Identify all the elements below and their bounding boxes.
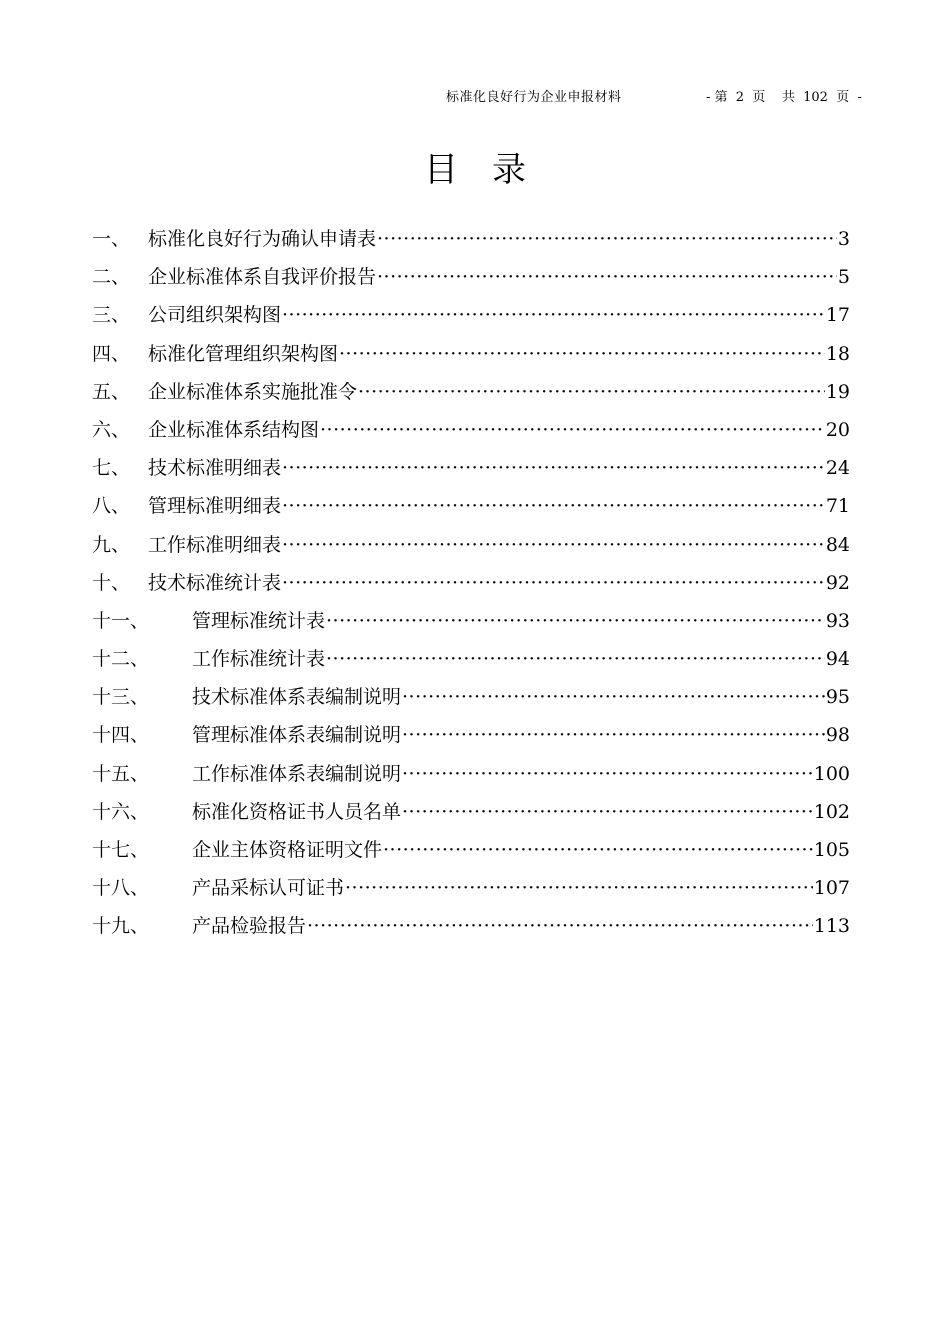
toc-item-title: 产品检验报告 (192, 915, 307, 938)
toc-leader-dots (383, 833, 813, 867)
toc-item-page: 71 (825, 495, 850, 518)
toc-leader-dots (377, 222, 837, 256)
toc-item-number: 十四、 (92, 724, 150, 747)
toc-item-title: 工作标准体系表编制说明 (192, 762, 402, 785)
toc-item-page: 84 (825, 533, 850, 556)
toc-leader-dots (402, 757, 813, 791)
toc-item-line (148, 451, 850, 485)
toc-leader-dots (282, 566, 825, 600)
toc-item[interactable] (92, 260, 850, 298)
toc-item-line (148, 337, 850, 371)
toc-item-line (192, 795, 850, 829)
toc-item-number: 二、 (92, 266, 131, 289)
toc-leader-dots (282, 298, 825, 332)
toc-item-title: 产品采标认可证书 (192, 877, 345, 900)
toc-item-number: 一、 (92, 228, 131, 250)
toc-item-title: 管理标准统计表 (192, 609, 326, 632)
toc-item-number: 五、 (92, 380, 131, 403)
toc-item[interactable] (92, 909, 850, 947)
toc-item-line (192, 757, 850, 791)
toc-item-page: 17 (825, 304, 850, 327)
toc-item-title: 工作标准统计表 (192, 648, 326, 671)
toc-item[interactable] (92, 871, 850, 909)
toc-item-number: 七、 (92, 457, 131, 480)
toc-item[interactable] (92, 222, 850, 260)
toc-item-page: 102 (813, 800, 850, 823)
toc-item-page: 113 (813, 915, 850, 938)
toc-item-number: 十六、 (92, 800, 150, 823)
toc-item-number: 十二、 (92, 648, 150, 671)
toc-item[interactable] (92, 413, 850, 451)
toc-item-page: 107 (813, 877, 850, 900)
toc-item-page: 93 (825, 609, 850, 632)
toc-item[interactable] (92, 298, 850, 336)
toc-leader-dots (402, 680, 825, 714)
toc-item[interactable] (92, 718, 850, 756)
toc-leader-dots (402, 795, 813, 829)
toc-item-title: 管理标准明细表 (148, 495, 282, 518)
toc-item-title: 技术标准体系表编制说明 (192, 686, 402, 709)
toc-item-title: 标准化资格证书人员名单 (192, 800, 402, 823)
toc-item-page: 5 (837, 266, 850, 289)
toc-item-number: 十三、 (92, 686, 150, 709)
toc-item-title: 标准化良好行为确认申请表 (148, 228, 377, 250)
toc-item-number: 四、 (92, 342, 131, 365)
header-doc-title: 标准化良好行为企业申报材料 (446, 90, 622, 105)
table-of-contents (92, 222, 850, 948)
toc-item-title: 企业标准体系结构图 (148, 418, 320, 441)
toc-leader-dots (326, 604, 825, 638)
toc-item-page: 94 (825, 648, 850, 671)
toc-leader-dots (358, 375, 825, 409)
toc-leader-dots (282, 451, 825, 485)
toc-item-title: 企业标准体系自我评价报告 (148, 266, 377, 289)
toc-item-line (148, 298, 850, 332)
toc-item-line (192, 909, 850, 943)
toc-item[interactable] (92, 642, 850, 680)
toc-item-title: 企业主体资格证明文件 (192, 839, 383, 861)
toc-item-number: 十一、 (92, 609, 150, 632)
toc-item-page: 98 (825, 724, 850, 747)
toc-item-number: 十七、 (92, 839, 150, 861)
toc-item[interactable] (92, 528, 850, 566)
toc-item[interactable] (92, 833, 850, 871)
toc-item-page: 19 (825, 380, 850, 403)
toc-title: 目录 (424, 150, 560, 190)
toc-leader-dots (282, 528, 825, 562)
toc-item[interactable] (92, 795, 850, 833)
toc-item-page: 105 (813, 839, 850, 861)
toc-item-line (192, 642, 850, 676)
toc-leader-dots (345, 871, 813, 905)
toc-item-line (148, 489, 850, 523)
toc-item-page: 100 (813, 762, 850, 785)
toc-item-line (192, 871, 850, 905)
toc-item[interactable] (92, 375, 850, 413)
toc-item[interactable] (92, 489, 850, 527)
toc-item-line (148, 566, 850, 600)
toc-item-page: 95 (825, 686, 850, 709)
toc-leader-dots (282, 489, 825, 523)
toc-item-title: 管理标准体系表编制说明 (192, 724, 402, 747)
toc-item-page: 24 (825, 457, 850, 480)
toc-item-number: 三、 (92, 304, 131, 327)
toc-item-number: 十、 (92, 571, 131, 594)
toc-leader-dots (320, 413, 825, 447)
toc-item-page: 18 (825, 342, 850, 365)
toc-leader-dots (402, 718, 825, 752)
page-header (0, 86, 950, 108)
toc-item-line (148, 413, 850, 447)
toc-item-title: 技术标准明细表 (148, 457, 282, 480)
toc-item[interactable] (92, 337, 850, 375)
toc-item-title: 公司组织架构图 (148, 304, 282, 327)
toc-item[interactable] (92, 757, 850, 795)
toc-item-line (148, 222, 850, 256)
toc-item-line (192, 604, 850, 638)
toc-item-title: 企业标准体系实施批准令 (148, 380, 358, 403)
toc-item[interactable] (92, 604, 850, 642)
toc-item-line (148, 260, 850, 294)
toc-item-title: 技术标准统计表 (148, 571, 282, 594)
toc-item-title: 工作标准明细表 (148, 533, 282, 556)
toc-item-line (148, 375, 850, 409)
toc-item[interactable] (92, 451, 850, 489)
toc-item-line (192, 833, 850, 867)
toc-item-number: 九、 (92, 533, 131, 556)
toc-item-line (148, 528, 850, 562)
toc-item-number: 六、 (92, 418, 131, 441)
toc-item-page: 3 (837, 228, 850, 250)
toc-item-number: 十五、 (92, 762, 150, 785)
toc-item-line (192, 718, 850, 752)
toc-item-number: 十九、 (92, 915, 150, 938)
toc-item[interactable] (92, 566, 850, 604)
toc-leader-dots (307, 909, 813, 943)
toc-item-number: 八、 (92, 495, 131, 518)
toc-item-line (192, 680, 850, 714)
toc-leader-dots (339, 337, 825, 371)
toc-item-number: 十八、 (92, 877, 150, 900)
toc-leader-dots (377, 260, 837, 294)
toc-item-page: 20 (825, 418, 850, 441)
toc-item-page: 92 (825, 571, 850, 594)
toc-leader-dots (326, 642, 825, 676)
toc-item-title: 标准化管理组织架构图 (148, 342, 339, 365)
header-page-info: - 第 2 页 共 102 页 - (706, 90, 862, 105)
toc-item[interactable] (92, 680, 850, 718)
